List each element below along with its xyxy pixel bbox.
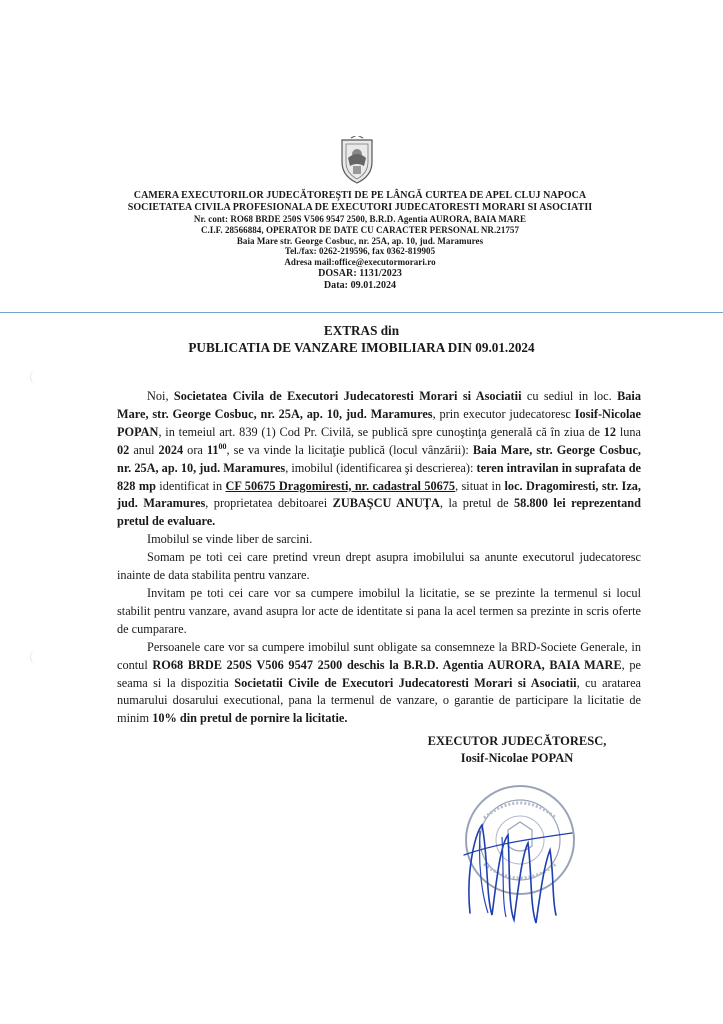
paragraph-summons: Somam pe toti cei care pretind vreun drept asupra imobilului sa anunte executorul judecatoresc inainte de data stabilita pentru vanzare.: [117, 550, 641, 583]
dosar-number: DOSAR: 1131/2023: [318, 267, 402, 279]
handwritten-signature-icon: [452, 795, 582, 935]
signature-block: [386, 733, 648, 767]
romania-coat-of-arms-icon: [336, 136, 378, 186]
letterhead-line: Tel./fax: 0262-219596, fax 0362-819905: [284, 246, 436, 257]
punch-hole-mark: [30, 650, 41, 664]
signatory-title: EXECUTOR JUDECĂTORESC,: [427, 734, 607, 748]
title-line-2: PUBLICATIA DE VANZARE IMOBILIARA DIN 09.01.2024: [188, 340, 535, 355]
paragraph-guarantee: Persoanele care vor sa cumpere imobilul sunt obligate sa consemneze la BRD-Societe Generale, in contul RO68 BRDE 250S V506 9547 2500 deschis la B.R.D. Agentia AURORA, BAIA MARE, pe seama si la dispozitia Societatii Civile de Executori Judecatoresti Morari si Asociatii, cu aratarea numarului dosarului executional, pana la termenul de vanzare, o garantie de participare la licitatie de minim 10% din pretul de pornire la licitatie.: [117, 639, 641, 726]
document-title: [0, 322, 723, 356]
title-line-1: EXTRAS din: [323, 323, 400, 338]
letterhead: [60, 190, 660, 292]
document-date: Data: 09.01.2024: [323, 279, 397, 291]
letterhead-line: Adresa mail:office@executormorari.ro: [284, 257, 436, 268]
paragraph-no-encumbrances: Imobilul se vinde liber de sarcini.: [147, 532, 313, 547]
punch-hole-mark: [30, 370, 41, 384]
signatory-name: Iosif-Nicolae POPAN: [460, 751, 574, 765]
paragraph-invitation: Invitam pe toti cei care vor sa cumpere imobilul la licitatie, se se prezinte la termenul si locul stabilit pentru vanzare, avand asupra lor acte de identitate si pana la acel termen sa prezinte in scris oferte de cumparare.: [117, 585, 641, 636]
document-body: [117, 388, 641, 728]
letterhead-line: Nr. cont: RO68 BRDE 250S V506 9547 2500, B.R.D. Agentia AURORA, BAIA MARE: [193, 214, 527, 224]
letterhead-line: CAMERA EXECUTORILOR JUDECĂTOREŞTI DE PE LÂNGĂ CURTEA DE APEL CLUJ NAPOCA: [133, 190, 587, 201]
letterhead-line: SOCIETATEA CIVILA PROFESIONALA DE EXECUTORI JUDECATORESTI MORARI SI ASOCIATII: [127, 202, 593, 213]
paragraph-announcement: Noi, Societatea Civila de Executori Judecatoresti Morari si Asociatii cu sediul in loc. Baia Mare, str. George Cosbuc, nr. 25A, ap. 10, jud. Maramures, prin executor judecatoresc Iosif-Nicolae POPAN, in temeiul art. 839 (1) Cod Pr. Civilă, se publică spre cunoştinţa generală că în ziua de 12 luna 02 anul 2024 ora $11^{00}$, se va vinde la licitaţie publică (locul vânzării): Baia Mare, str. George Cosbuc, nr. 25A, ap. 10, jud. Maramures, imobilul (identificarea şi descrierea): teren intravilan in suprafata de 828 mp identificat in CF 50675 Dragomiresti, nr. cadastral 50675, situat in loc. Dragomiresti, str. Iza, jud. Maramures, proprietatea debitoarei ZUBAŞCU ANUŢA, la pretul de 58.800 lei reprezentand pretul de evaluare.: [117, 389, 642, 529]
letterhead-line: Baia Mare str. George Cosbuc, nr. 25A, ap. 10, jud. Maramures: [236, 235, 484, 246]
letterhead-line: C.I.F. 28566884, OPERATOR DE DATE CU CARACTER PERSONAL NR.21757: [200, 224, 520, 235]
header-divider: [0, 312, 723, 313]
